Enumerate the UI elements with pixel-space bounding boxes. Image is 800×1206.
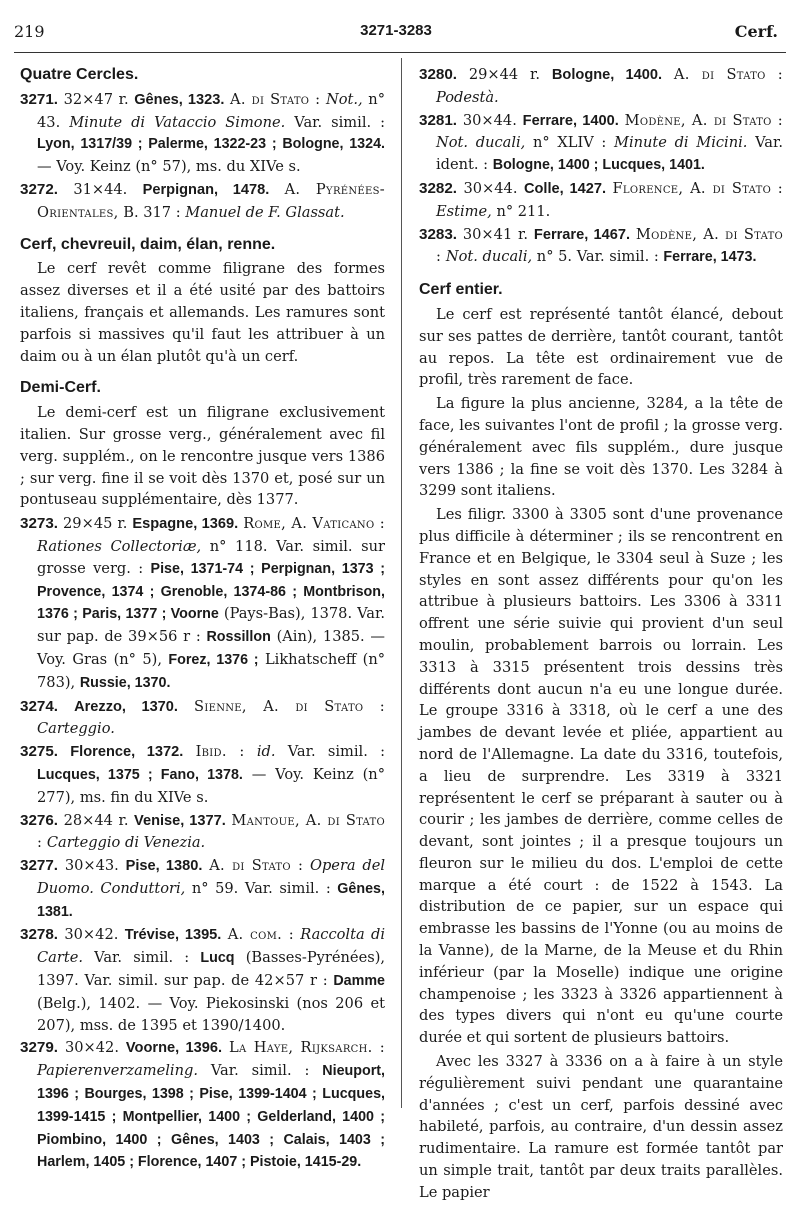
entry-places: Damme [333,973,385,990]
entry-text: (Pays-Bas), 1378. Var. sur pap. de 39×56 r : [37,605,386,646]
entry-range: 3271-3283 [360,22,432,39]
entry-places: Nieuport, 1396 ; Bourges, 1398 ; Pise, 1399-1404 ; Lucques, 1399-1415 ; Montpellier, 1400 ; Gelderland, 1400 ; Piombino, 1400 ; Gênes, 1403 ; Calais, 1403 ; Harlem, 1405 ; Florence, 1407 ; Pistoie, 1415-29. [37,1063,386,1171]
entry-dims: 30×44. [463,179,518,197]
entry-place: Gênes, 1323. [134,91,225,108]
entry-place: Arezzo, 1370. [74,698,178,715]
entry-dims: 30×43. [64,857,119,875]
entry-text: Var. simil. : [94,949,190,967]
entry-3275 [20,741,385,808]
entry-places: Gênes, 1381. [37,880,385,920]
entry-source: Modène, A. di Stato : [624,111,783,129]
entry-reference: Not., [326,90,363,108]
entry-text: Likhatscheff (n° 783), [37,650,386,691]
entry-source: Rome, A. Vaticano : [243,515,385,533]
entry-text: Var. ident. : [436,134,784,174]
entry-text: Var. simil. : [210,1062,310,1080]
entry-source: Mantoue, A. di Stato : [37,811,385,852]
entry-source: Florence, A. di Stato : [612,179,784,197]
entry-number: 3273. [20,515,59,533]
entry-number: 3278. [20,926,59,944]
entry-number: 3280. [419,66,458,83]
entry-3280 [419,64,783,109]
entry-reference: Carteggio. [37,720,115,738]
heading-cerf-entier: Cerf entier. [419,281,503,299]
entry-source: A. di Stato : [209,857,304,875]
entry-places: Pise, 1371-74 ; Perpignan, 1373 ; Provence, 1374 ; Grenoble, 1374-86 ; Montbrison, 1376 ; Paris, 1377 ; Voorne [37,560,385,623]
entry-number: 3283. [419,225,458,243]
entry-source: Modène, A. di Stato : [436,225,784,266]
entry-reference: Rationes Collectoriæ, [37,537,202,555]
entry-source: Ibid. : [195,743,245,761]
entry-text: (Ain), 1385. — Voy. Gras (n° 5), [37,628,386,668]
column-divider [401,58,402,1108]
entry-text: n° 211. [496,202,551,220]
entry-place: Bologne, 1400. [551,67,663,83]
paragraph-4: Avec les 3327 à 3336 on a à faire à un style régulièrement suivi pendant une quarantaine d'années ; c'est un cerf, parfois dessiné avec habileté, parfois, au contraire, d'un dessin assez rudimentaire. La ramure est formée tantôt par un simple trait, tantôt par deux traits parallèles. Le papier [419,1053,783,1201]
entry-place: Ferrare, 1467. [533,226,631,243]
entry-number: 3276. [20,811,59,829]
entry-place: Voorne, 1396. [125,1040,223,1057]
entry-places: Forez, 1376 ; [168,651,259,668]
entry-text: n° 5. Var. simil. : [536,248,659,266]
entry-places: Lyon, 1317/39 ; Palerme, 1322-23 ; Bologne, 1324. [37,136,385,153]
entry-reference: id. [256,743,276,761]
entry-3281 [419,110,783,177]
entry-places: Russie, 1370. [79,674,171,691]
entry-place: Espagne, 1369. [132,516,239,533]
entry-reference: Podestà. [436,88,499,106]
entry-reference: Opera del Duomo. Conduttori, [37,857,386,897]
entry-dims: 29×44 r. [468,66,541,83]
entry-source: La Haye, Rijksarch. : [228,1039,386,1057]
entry-reference: Carteggio di Venezia. [46,834,206,852]
entry-text: B. 317 : [123,203,181,221]
entry-text: n° 43. [37,90,385,131]
entry-number: 3282. [419,179,458,197]
section-title: Cerf. [734,22,778,41]
entry-dims: 28×44 r. [63,811,129,829]
entry-place: Colle, 1427. [523,180,607,197]
left-column [20,64,385,1175]
entry-places: Lucques, 1375 ; Fano, 1378. [37,766,243,783]
paragraph-2: La figure la plus ancienne, 3284, a la tête de face, les suivantes l'ont de profil ; la grosse verg. généralement avec fils supplém., dure jusque vers 1386 ; la fine se voit dès 1370. Les 3284 à 3299 sont italiens. [419,395,783,500]
entry-text: (Belg.), 1402. — Voy. Piekosinski (nos 206 et 207), mss. de 1395 et 1390/1400. [37,994,385,1034]
entry-3278 [20,924,385,1036]
entry-text: Var. simil. : [294,113,386,131]
entry-text: Var. simil. : [287,743,386,761]
entry-3271 [20,89,385,178]
entry-number: 3275. [20,743,59,761]
entry-dims: 31×44. [73,180,128,198]
entry-source: A. di Stato : [229,90,321,108]
entry-3273 [20,513,385,694]
heading-demi-cerf: Demi-Cerf. [20,379,101,397]
paragraph-3: Les filigr. 3300 à 3305 sont d'une provenance plus difficile à déterminer ; ils se rencontrent en France et en Belgique, le 3304 seul à Suze ; les styles en sont assez différents pour qu'on les attribue à plusieurs battoirs. Les 3306 à 3311 offrent une série suivie qui provient d'un seul moulin, probablement barrois ou lorrain. Les 3313 à 3315 présentent trois dessins très différents dont aucun n'a eu une longue durée. Le groupe 3316 à 3318, où le cerf a une des jambes de devant levée et pliée, appartient au nord de l'Allemagne. La date du 3316, toutefois, a lieu de surprendre. Les 3319 à 3321 représentent le cerf se préparant à sauter ou à courir ; les jambes de derrière, comme celles de devant, sont jointes ; il a presque toujours un fleuron sur le milieu du dos. L'emploi de cette marque a été court : de 1522 à 1543. La distribution de ce papier, sur un espace qui embrasse les bassins de l'Yonne (ou au moins de la Vanne), de la Marne, de la Meuse et du Rhin inférieur (par la Moselle) indique une origine champenoise ; les 3323 à 3326 appartiennent à des types divers qui n'ont eu qu'une courte durée et qui sortent de plusieurs battoirs. [419,506,783,1047]
entry-source: A. Pyrénées-Orientales, [37,180,386,221]
entry-number: 3274. [20,697,59,715]
entry-reference: Minute di Micini. [614,134,748,152]
entry-place: Ferrare, 1400. [522,112,619,129]
entry-dims: 30×42. [64,1039,119,1057]
heading-quatre-cercles: Quatre Cercles. [20,66,139,83]
entry-dims: 30×41 r. [462,225,529,243]
entry-3276 [20,810,385,855]
entry-text: — Voy. Keinz (n° 57), ms. du XIVe s. [37,158,301,176]
entry-text: n° 118. Var. simil. sur grosse verg. : [37,537,385,577]
entry-3277 [20,855,385,923]
entry-number: 3277. [20,857,59,875]
entry-dims: 29×45 r. [63,515,128,533]
entry-places: Ferrare, 1473. [663,249,757,266]
heading-cerf: Cerf, chevreuil, daim, élan, renne. [20,235,276,253]
entry-3282 [419,178,783,223]
entry-reference: Raccolta di Carte. [37,926,385,967]
entry-places: Bologne, 1400 ; Lucques, 1401. [492,157,705,174]
entry-text: (Basses-Pyrénées), 1397. Var. simil. sur pap. de 42×57 r : [37,949,386,990]
entry-place: Venise, 1377. [134,812,226,829]
page-number: 219 [14,22,45,41]
entry-text: n° XLIV : [533,134,607,152]
entry-dims: 30×42. [64,926,119,944]
entry-3283 [419,224,783,270]
entry-places: Rossillon [206,629,271,646]
entry-3279 [20,1037,385,1174]
entry-place: Pise, 1380. [125,858,203,875]
entry-reference: Not. ducali, [445,248,533,266]
paragraph-demi-cerf: Le demi-cerf est un filigrane exclusivement italien. Sur grosse verg., généralement avec fil verg. supplém., on le rencontre jusque vers 1386 ; sur verg. fine il se voit dès 1370 et, posé sur un pontuseau supplémentaire, dès 1377. [20,404,385,509]
entry-dims: 32×47 r. [63,90,129,108]
paragraph-cerf: Le cerf revêt comme filigrane des formes assez diverses et il a été usité par des battoirs italiens, français et allemands. Les ramures sont parfois si massives qu'il faut les attribuer à un daim ou à un élan plutôt qu'à un cerf. [20,260,385,365]
entry-reference: Not. ducali, [436,134,526,152]
entry-text: n° 59. Var. simil. : [191,879,331,897]
entry-3272 [20,179,385,224]
right-column [419,64,783,1206]
entry-place: Florence, 1372. [70,744,184,761]
entry-source: A. com. : [227,926,294,944]
entry-dims: 30×44. [462,111,517,129]
entry-place: Trévise, 1395. [124,927,222,944]
header-rule [14,52,786,53]
entry-text: — Voy. Keinz (n° 277), ms. fin du XIVe s. [37,765,385,806]
entry-3274 [20,696,385,741]
entry-number: 3271. [20,90,59,108]
entry-reference: Manuel de F. Glassat. [185,203,345,221]
running-head [14,22,778,48]
entry-reference: Estime, [436,202,492,220]
entry-places: Lucq [200,950,235,967]
entry-reference: Minute di Vataccio Simone. [69,113,286,131]
entry-number: 3272. [20,180,59,198]
paragraph-1: Le cerf est représenté tantôt élancé, debout sur ses pattes de derrière, tantôt courant, tantôt au repos. La tête est ordinairement vue de profil, très rarement de face. [419,305,783,389]
entry-reference: Papierenverzameling. [37,1062,198,1080]
entry-source: A. di Stato : [673,66,784,83]
entry-number: 3279. [20,1039,59,1057]
entry-place: Perpignan, 1478. [142,181,270,198]
entry-number: 3281. [419,111,458,129]
entry-source: Sienne, A. di Stato : [194,697,385,715]
